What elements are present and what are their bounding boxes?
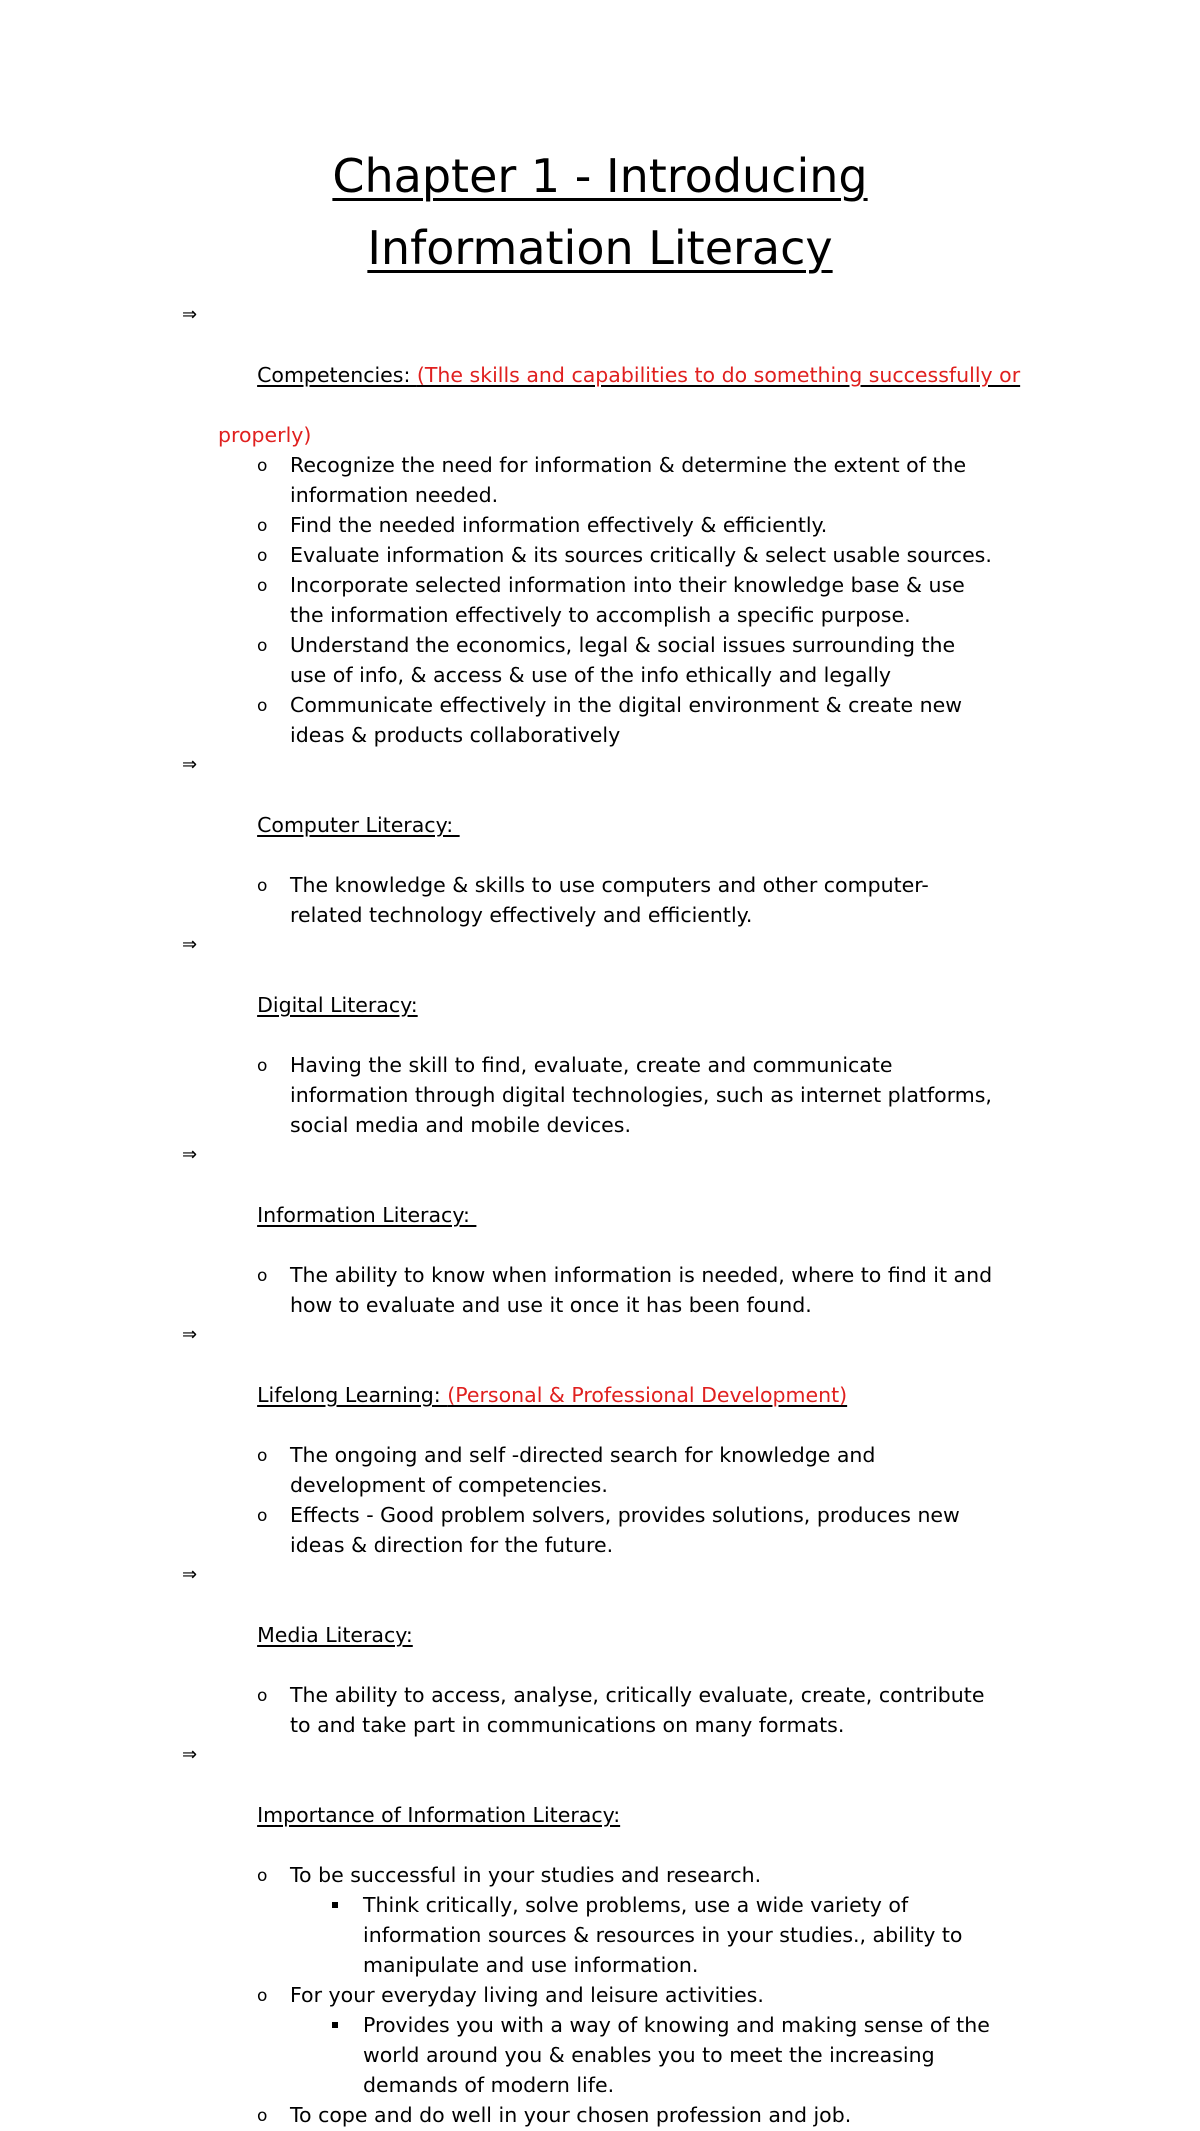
list-item: o Having the skill to find, evaluate, create and communicate [0, 1050, 1200, 1080]
definition-continuation: properly) [218, 423, 312, 447]
circle-bullet-icon: o [257, 546, 268, 566]
list-item: o To be successful in your studies and research. [0, 1860, 1200, 1890]
list-item: o Understand the economics, legal & social issues surrounding the [0, 630, 1200, 660]
definition-text: (The skills and capabilities to do something successfully or [416, 363, 1021, 387]
circle-bullet-icon: o [257, 1446, 268, 1466]
title-line-2: Information Literacy [367, 221, 833, 275]
circle-bullet-icon: o [257, 636, 268, 656]
circle-bullet-icon: o [257, 1266, 268, 1286]
list-item: o Find the needed information effectively & efficiently. [0, 510, 1200, 540]
list-item-continuation: information through digital technologies, such as internet platforms, [290, 1083, 992, 1107]
section-heading-information-literacy [0, 1140, 1200, 1260]
sub-list-item-continuation: manipulate and use information. [363, 1953, 699, 1977]
arrow-icon: ⇒ [182, 754, 198, 775]
arrow-icon: ⇒ [182, 1324, 198, 1345]
list-item-continuation: how to evaluate and use it once it has been found. [290, 1293, 812, 1317]
arrow-icon: ⇒ [182, 1564, 198, 1585]
list-item-continuation: the information effectively to accomplish a specific purpose. [290, 603, 911, 627]
arrow-icon: ⇒ [182, 1144, 198, 1165]
term-label: Information Literacy: [257, 1203, 477, 1227]
list-item: o The knowledge & skills to use computers and other computer- [0, 870, 1200, 900]
sub-list-item-continuation: world around you & enables you to meet the increasing [363, 2043, 935, 2067]
sub-list-item: Provides you with a way of knowing and making sense of the [0, 2010, 1200, 2040]
circle-bullet-icon: o [257, 1506, 268, 1526]
sub-list-item-continuation: information sources & resources in your studies., ability to [363, 1923, 963, 1947]
list-item-continuation: social media and mobile devices. [290, 1113, 631, 1137]
list-item: o Recognize the need for information & determine the extent of the [0, 450, 1200, 480]
circle-bullet-icon: o [257, 456, 268, 476]
list-item-continuation: ideas & direction for the future. [290, 1533, 614, 1557]
arrow-icon: ⇒ [182, 304, 198, 325]
section-heading-competencies [0, 300, 1200, 420]
square-bullet-icon [332, 2022, 338, 2028]
section-heading-media-literacy [0, 1560, 1200, 1680]
circle-bullet-icon: o [257, 2106, 268, 2126]
list-item: o The ability to access, analyse, critically evaluate, create, contribute [0, 1680, 1200, 1710]
circle-bullet-icon: o [257, 1986, 268, 2006]
section-heading-digital-literacy [0, 930, 1200, 1050]
list-item: o Effects - Good problem solvers, provides solutions, produces new [0, 1500, 1200, 1530]
term-label: Media Literacy: [257, 1623, 413, 1647]
term-label: Lifelong Learning: (Personal & Professional Development) [257, 1383, 848, 1407]
list-item-continuation: related technology effectively and efficiently. [290, 903, 753, 927]
list-item: o The ability to know when information is needed, where to find it and [0, 1260, 1200, 1290]
sub-list-item-continuation: demands of modern life. [363, 2073, 615, 2097]
list-item: o Communicate effectively in the digital environment & create new [0, 690, 1200, 720]
page-title [200, 140, 1000, 284]
arrow-icon: ⇒ [182, 934, 198, 955]
circle-bullet-icon: o [257, 876, 268, 896]
section-heading-computer-literacy [0, 750, 1200, 870]
section-heading-importance [0, 1740, 1200, 1860]
list-item: o The ongoing and self -directed search for knowledge and [0, 1440, 1200, 1470]
term-label: Digital Literacy: [257, 993, 418, 1017]
circle-bullet-icon: o [257, 1866, 268, 1886]
circle-bullet-icon: o [257, 516, 268, 536]
circle-bullet-icon: o [257, 696, 268, 716]
list-item-continuation: to and take part in communications on many formats. [290, 1713, 845, 1737]
title-line-1: Chapter 1 - Introducing [332, 149, 868, 203]
list-item-continuation: use of info, & access & use of the info ethically and legally [290, 663, 892, 687]
list-item: o For your everyday living and leisure activities. [0, 1980, 1200, 2010]
square-bullet-icon [332, 1902, 338, 1908]
list-item: o Incorporate selected information into their knowledge base & use [0, 570, 1200, 600]
list-item-continuation: information needed. [290, 483, 499, 507]
term-label: Importance of Information Literacy: [257, 1803, 621, 1827]
list-item-continuation: ideas & products collaboratively [290, 723, 621, 747]
list-item: o To cope and do well in your chosen profession and job. [0, 2100, 1200, 2130]
term-label: Computer Literacy: [257, 813, 460, 837]
arrow-icon: ⇒ [182, 1744, 198, 1765]
list-item: o Evaluate information & its sources critically & select usable sources. [0, 540, 1200, 570]
circle-bullet-icon: o [257, 576, 268, 596]
term-label: Competencies: (The skills and capabilities to do something successfully or [257, 363, 1021, 387]
circle-bullet-icon: o [257, 1686, 268, 1706]
notes-outline [0, 300, 1200, 2130]
circle-bullet-icon: o [257, 1056, 268, 1076]
sub-list-item: Think critically, solve problems, use a wide variety of [0, 1890, 1200, 1920]
list-item-continuation: development of competencies. [290, 1473, 608, 1497]
section-heading-lifelong-learning [0, 1320, 1200, 1440]
definition-text: (Personal & Professional Development) [447, 1383, 848, 1407]
